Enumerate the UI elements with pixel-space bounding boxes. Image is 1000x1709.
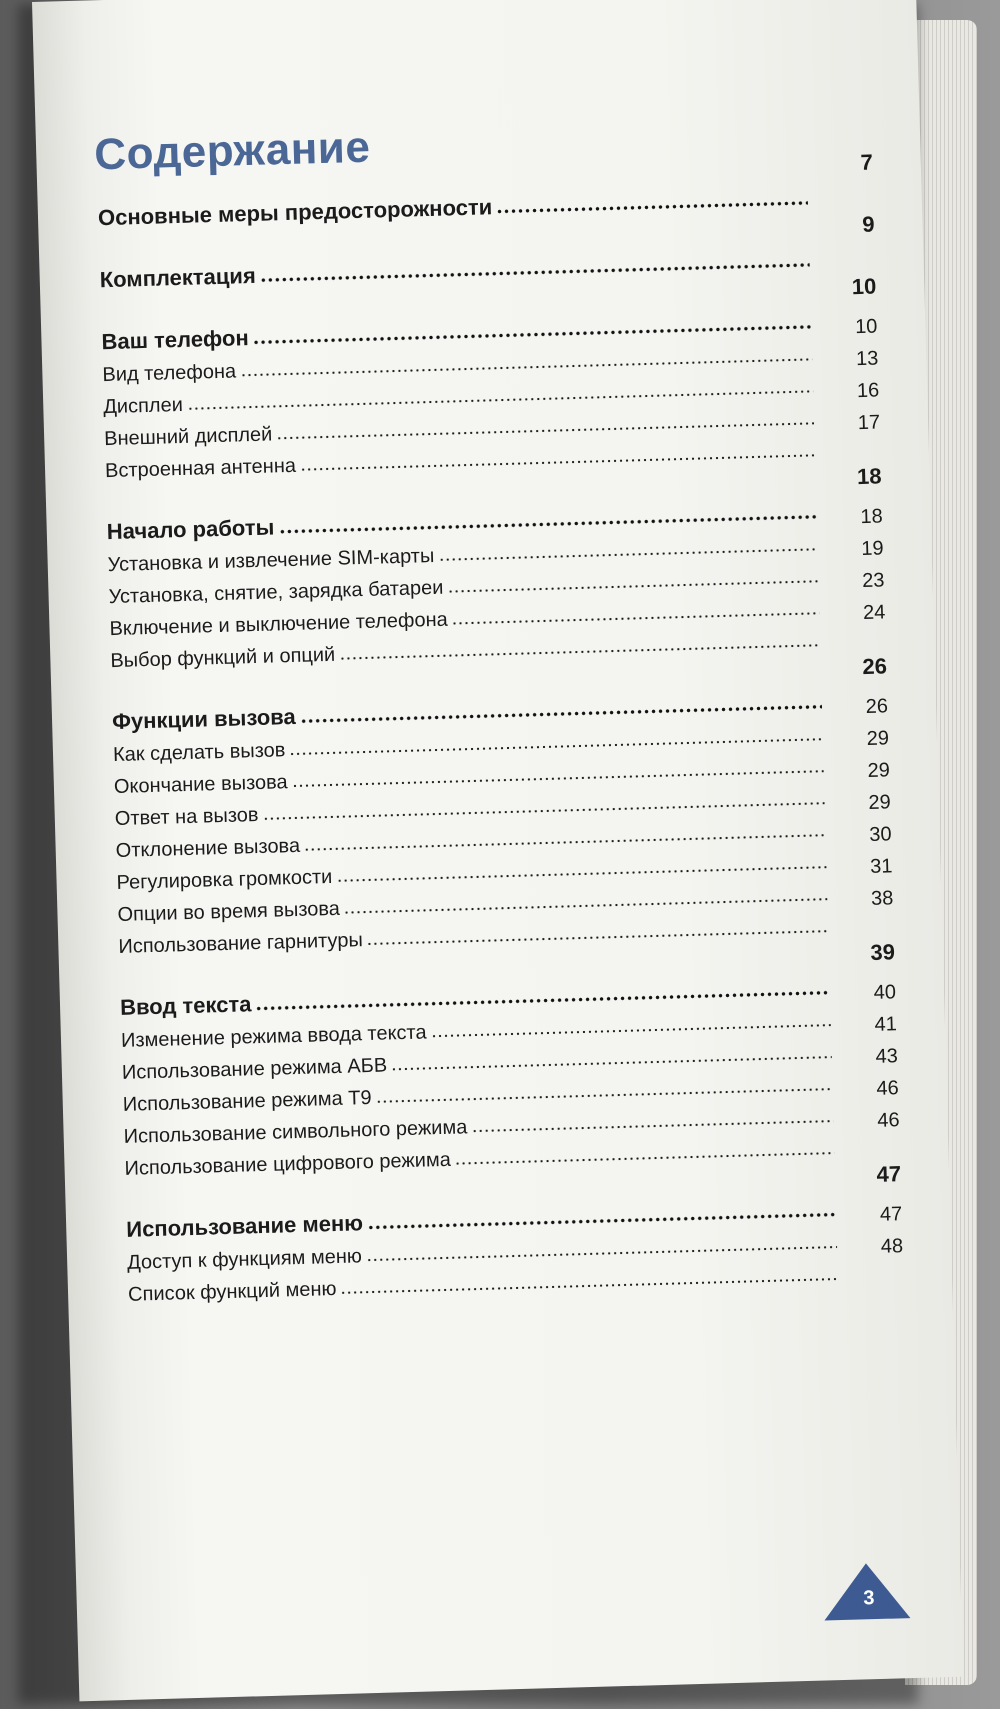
toc-page-number: 16 bbox=[856, 379, 880, 403]
toc-page-number: 39 bbox=[870, 939, 896, 965]
dot-leader bbox=[496, 200, 808, 214]
toc-entry-title: Ответ на вызов bbox=[114, 803, 259, 831]
toc-page-number: 26 bbox=[862, 653, 888, 680]
toc-page-number: 10 bbox=[854, 315, 878, 339]
toc-page-number: 46 bbox=[876, 1077, 899, 1100]
toc-entry-title: Регулировка громкости bbox=[116, 865, 333, 894]
toc-page-number: 7 bbox=[860, 149, 874, 175]
toc-page-number: 47 bbox=[879, 1203, 903, 1226]
toc-page-number: 18 bbox=[860, 505, 884, 529]
toc-entry-title: Опции во время вызова bbox=[117, 897, 341, 926]
toc-page-number: 29 bbox=[868, 791, 891, 814]
toc-section-title: Комплектация bbox=[99, 262, 257, 293]
toc-page-number: 40 bbox=[873, 981, 897, 1004]
toc-entry-title: Доступ к функциям меню bbox=[126, 1245, 363, 1274]
toc-entry-title: Дисплеи bbox=[103, 393, 184, 419]
toc-page-number: 17 bbox=[857, 411, 881, 435]
toc-page-number: 18 bbox=[856, 463, 882, 490]
toc-entry-title: Изменение режима ввода текста bbox=[120, 1021, 427, 1052]
toc-entry-title: Окончание вызова bbox=[113, 771, 288, 799]
toc-page-number: 29 bbox=[866, 727, 890, 750]
toc-page-number: 30 bbox=[869, 823, 892, 846]
dot-leader bbox=[341, 1277, 839, 1295]
toc-page-number: 47 bbox=[876, 1161, 902, 1187]
toc-entry-title: Внешний дисплей bbox=[103, 423, 273, 451]
toc-section-title: Ваш телефон bbox=[101, 325, 250, 355]
page-number: 3 bbox=[863, 1587, 875, 1610]
toc-entry-title: Включение и выключение телефона bbox=[109, 608, 449, 641]
toc-entry-title: Встроенная антенна bbox=[104, 454, 297, 483]
toc-page-number: 43 bbox=[875, 1045, 899, 1068]
toc-entry-title: Использование режима Т9 bbox=[122, 1086, 372, 1116]
toc-page-number: 29 bbox=[867, 759, 891, 782]
book-page bbox=[32, 0, 963, 1701]
toc-entry-title: Использование символьного режима bbox=[123, 1116, 468, 1148]
toc-page-number: 19 bbox=[861, 537, 884, 561]
toc-entry-title: Использование цифрового режима bbox=[124, 1148, 452, 1180]
toc-page-number: 48 bbox=[880, 1235, 904, 1258]
toc-entry-title: Отклонение вызова bbox=[115, 834, 301, 862]
toc-page-number: 31 bbox=[869, 855, 893, 878]
toc-entry-title: Использование режима АБВ bbox=[121, 1054, 388, 1084]
toc-entry-title: Список функций меню bbox=[127, 1278, 337, 1306]
toc-entry-title: Установка, снятие, зарядка батареи bbox=[108, 576, 444, 609]
toc-section-title: Основные меры предосторожности bbox=[97, 194, 493, 231]
toc-section-title: Начало работы bbox=[106, 514, 275, 545]
toc-page-number: 24 bbox=[862, 601, 886, 625]
toc-page-number: 23 bbox=[861, 569, 885, 593]
toc-entry-title: Вид телефона bbox=[102, 360, 237, 387]
toc-entry-title: Установка и извлечение SIM-карты bbox=[107, 544, 435, 577]
toc-page-number: 46 bbox=[877, 1109, 900, 1132]
toc-page-number: 38 bbox=[870, 887, 894, 910]
toc-page-number: 9 bbox=[861, 211, 875, 237]
toc-section-title: Использование меню bbox=[125, 1210, 364, 1242]
toc-entry-title: Использование гарнитуры bbox=[118, 929, 364, 958]
toc-entry-title: Выбор функций и опций bbox=[110, 643, 336, 673]
toc-page-number: 26 bbox=[865, 695, 889, 718]
toc-page-number: 41 bbox=[874, 1013, 898, 1036]
toc-section-title: Функции вызова bbox=[111, 703, 297, 735]
page-title: Содержание bbox=[93, 122, 371, 180]
toc-entry-title: Как сделать вызов bbox=[112, 739, 286, 767]
toc-page-number: 10 bbox=[851, 273, 877, 300]
toc-page-number: 13 bbox=[855, 347, 879, 371]
toc-section-title: Ввод текста bbox=[119, 991, 252, 1020]
